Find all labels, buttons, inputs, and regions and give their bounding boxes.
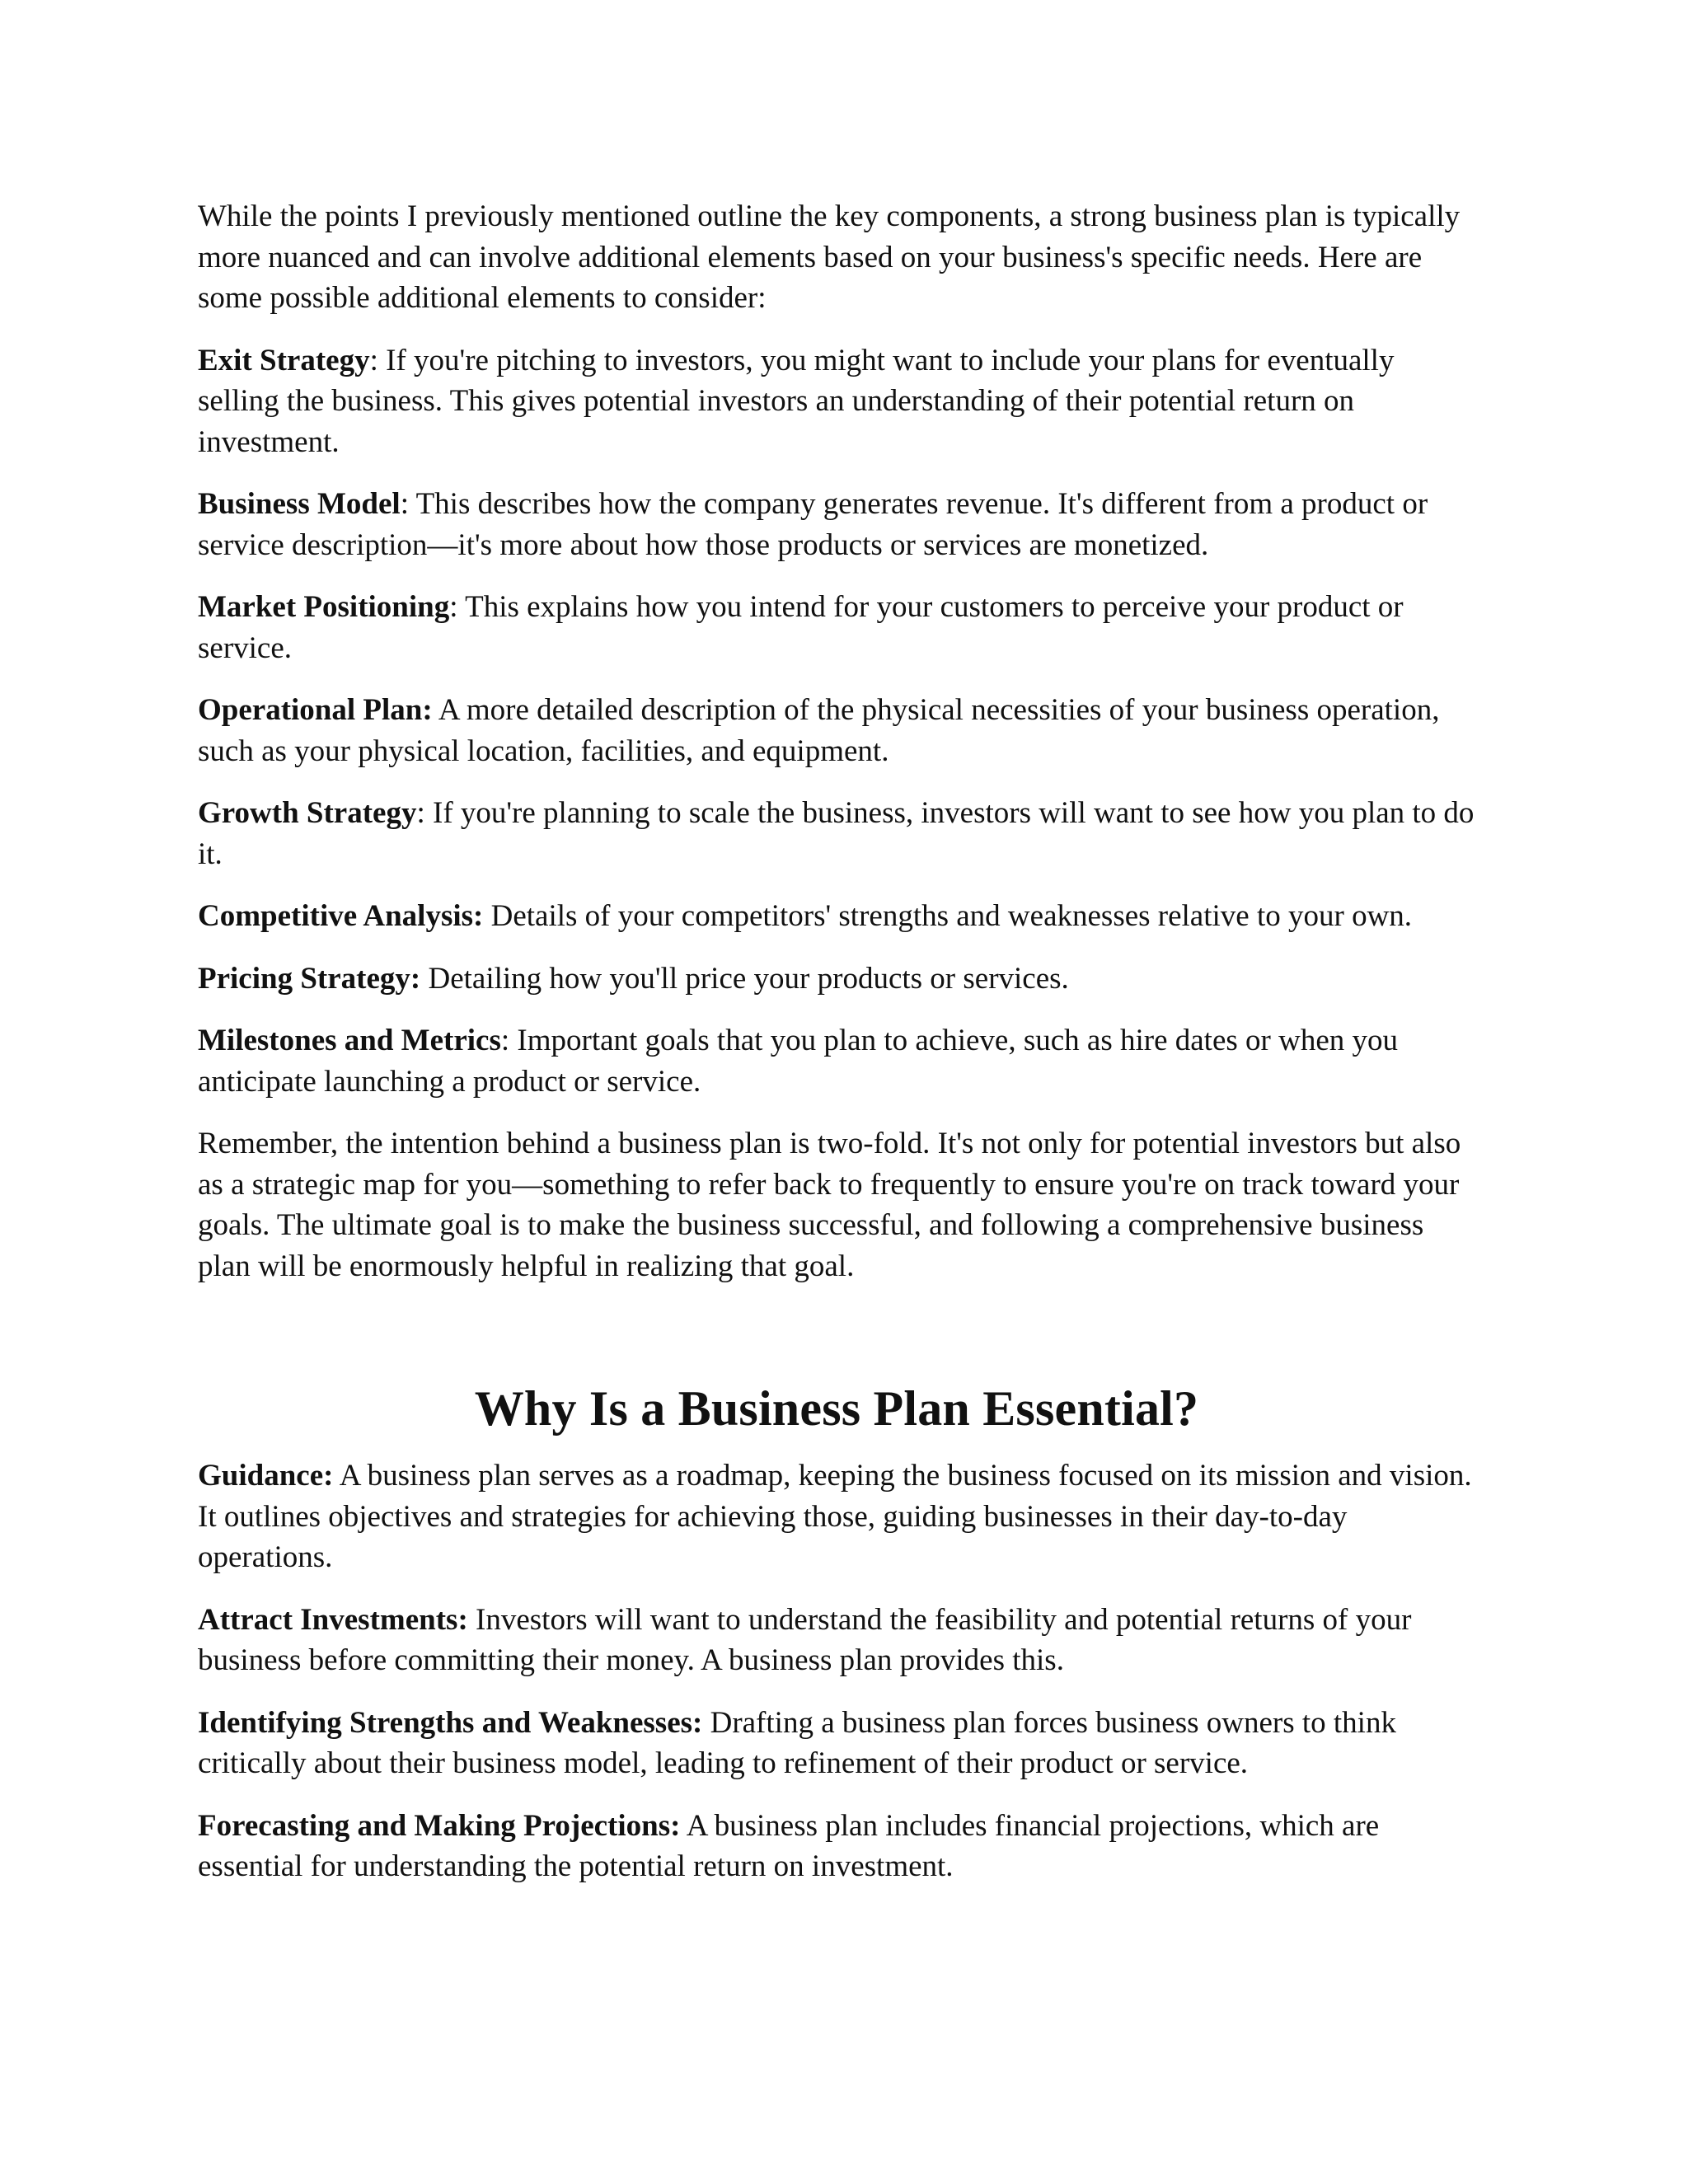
element-separator: : — [369, 343, 387, 377]
element-market-positioning — [198, 587, 1475, 668]
element-separator — [483, 899, 490, 933]
element-term: Competitive Analysis: — [198, 899, 484, 933]
reason-forecasting — [198, 1806, 1475, 1887]
element-term: Growth Strategy — [198, 796, 417, 830]
element-text: If you're pitching to investors, you might want to include your plans for eventually selling the business. This gives potential investors an understanding of their potential return on investment. — [198, 343, 1395, 459]
reason-text: A business plan serves as a roadmap, keeping the business focused on its mission and vision. It outlines objectives and strategies for achieving those, guiding businesses in their day-to-day operations. — [198, 1459, 1472, 1574]
reason-guidance — [198, 1455, 1475, 1578]
reason-term: Forecasting and Making Projections: — [198, 1808, 681, 1843]
conclusion-paragraph: Remember, the intention behind a business plan is two-fold. It's not only for potential investors but also as a strategic map for you—something to refer back to frequently to ensure you're on track toward your goals. The ultimate goal is to make the business successful, and following a comprehensive business plan will be enormously helpful in realizing that goal. — [198, 1127, 1461, 1283]
element-term: Operational Plan: — [198, 693, 433, 727]
element-separator: : — [449, 590, 466, 624]
element-exit-strategy — [198, 340, 1475, 463]
reason-separator — [702, 1706, 710, 1740]
reason-separator — [680, 1809, 686, 1843]
element-growth-strategy — [198, 793, 1475, 874]
element-term: Market Positioning — [198, 590, 450, 624]
element-term: Milestones and Metrics — [198, 1024, 501, 1057]
element-pricing-strategy — [198, 958, 1475, 1000]
reason-term: Guidance: — [198, 1459, 334, 1493]
element-text: If you're planning to scale the business, investors will want to see how you plan to do it. — [198, 796, 1475, 871]
element-text: Important goals that you plan to achieve, such as hire dates or when you anticipate launching a product or service. — [198, 1024, 1398, 1099]
element-operational-plan — [198, 690, 1475, 771]
element-text: This explains how you intend for your customers to perceive your product or service. — [198, 590, 1404, 665]
element-milestones-and-metrics — [198, 1020, 1475, 1102]
element-separator: : — [400, 487, 416, 521]
element-business-model — [198, 484, 1475, 565]
element-text: This describes how the company generates revenue. It's different from a product or service description—it's more about how those products or services are monetized. — [198, 487, 1428, 562]
element-separator: : — [500, 1024, 518, 1057]
section-heading: Why Is a Business Plan Essential? — [474, 1381, 1199, 1436]
element-competitive-analysis — [198, 896, 1475, 937]
reason-text: Drafting a business plan forces business owners to think critically about their business model, leading to refinement of their product or service. — [198, 1705, 1396, 1780]
reason-text: Investors will want to understand the feasibility and potential returns of your business before committing their money. A business plan provides this. — [198, 1602, 1412, 1677]
element-text: Details of your competitors' strengths and weaknesses relative to your own. — [490, 899, 1413, 933]
reason-separator — [468, 1603, 476, 1637]
reason-attract-investments — [198, 1600, 1475, 1681]
reason-text: A business plan includes financial projections, which are essential for understanding the potential return on investment. — [198, 1808, 1380, 1883]
element-text: A more detailed description of the physical necessities of your business operation, such as your physical location, facilities, and equipment. — [198, 693, 1440, 768]
intro-paragraph: While the points I previously mentioned outline the key components, a strong business plan is typically more nuanced and can involve additional elements based on your business's specific needs. Here are some possible additional elements to consider: — [198, 199, 1461, 315]
reason-separator — [333, 1459, 339, 1493]
reason-term: Attract Investments: — [198, 1602, 468, 1637]
reason-term: Identifying Strengths and Weaknesses: — [198, 1705, 703, 1740]
element-text: Detailing how you'll price your products or services. — [428, 961, 1069, 996]
section-spacer — [198, 1308, 1475, 1380]
reason-identifying-strengths — [198, 1703, 1475, 1784]
element-term: Business Model — [198, 487, 401, 521]
element-term: Pricing Strategy: — [198, 961, 421, 996]
document-page — [198, 196, 1475, 1909]
element-separator: : — [416, 796, 433, 830]
element-separator — [433, 693, 438, 727]
element-term: Exit Strategy — [198, 343, 370, 377]
